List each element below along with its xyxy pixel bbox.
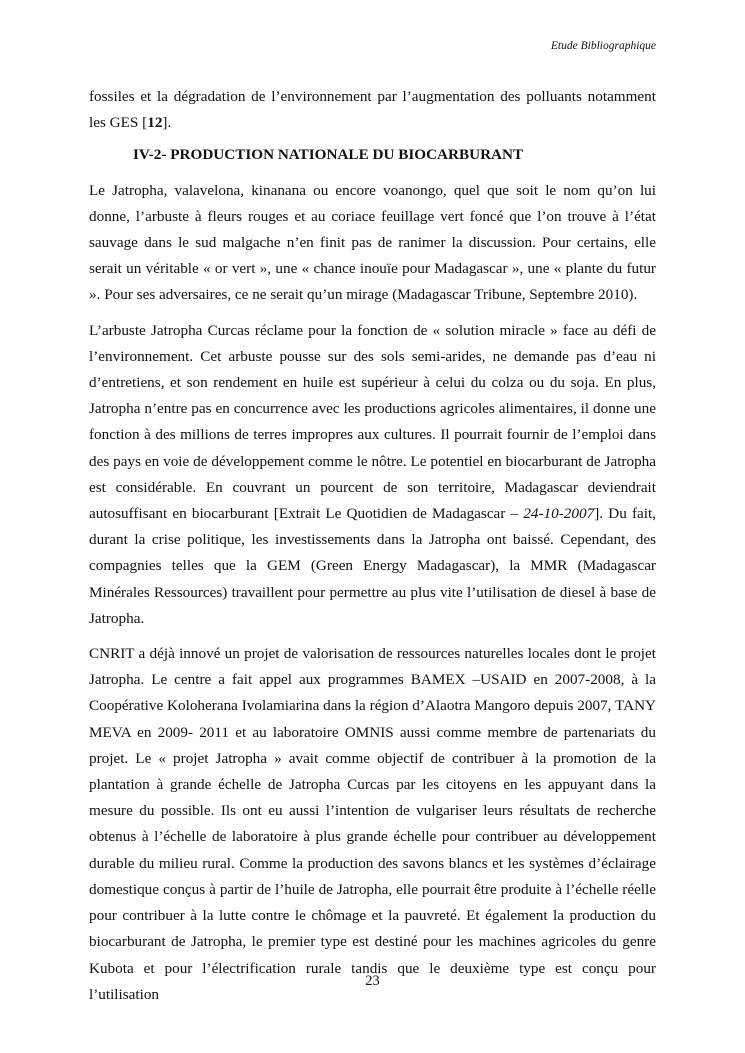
page-number: 23 xyxy=(365,973,380,989)
section-heading: IV-2- PRODUCTION NATIONALE DU BIOCARBURANT xyxy=(133,146,524,164)
paragraph-continuation xyxy=(89,84,656,136)
citation-date: 24-10-2007 xyxy=(523,505,595,523)
paragraph-continuation-end: ]. xyxy=(162,114,172,132)
paragraph-jatropha-curcas-end: ]. Du fait, durant la crise politique, les investissements dans la Jatropha ont baissé. Cependant, des compagnies telles que la GEM (Green Energy Madagascar), la MMR (Madagascar Minérales Ressources) travaillent pour permettre au plus vite l’utilisation de diesel à base de Jatropha. xyxy=(89,505,656,627)
reference-number: 12 xyxy=(147,114,163,132)
paragraph-continuation-text: fossiles et la dégradation de l’environnement par l’augmentation des polluants notamment les GES [ xyxy=(89,88,656,132)
paragraph-cnrit-project: CNRIT a déjà innové un projet de valorisation de ressources naturelles locales dont le projet Jatropha. Le centre a fait appel aux programmes BAMEX –USAID en 2007-2008, à la Coopérative Koloherana Ivolamiarina dans la région d’Alaotra Mangoro depuis 2007, TANY MEVA en 2009- 2011 et au laboratoire OMNIS aussi comme membre de partenariats du projet. Le « projet Jatropha » avait comme objectif de contribuer à la promotion de la plantation à grande échelle de Jatropha Curcas par les citoyens en les appuyant dans la mesure du possible. Ils ont eu aussi l’intention de vulgariser leurs résultats de recherche obtenus à l’échelle de laboratoire à plus grande échelle pour contribuer au développement durable du milieu rural. Comme la production des savons blancs et les systèmes d’éclairage domestique conçus à partir de l’huile de Jatropha, elle pourrait être produite à l’échelle réelle pour contribuer à la lutte contre le chômage et la pauvreté. Et également la production du biocarburant de Jatropha, le premier type est destiné pour les machines agricoles du genre Kubota et pour l’électrification rurale tandis que le deuxième type est conçu pour l’utilisation xyxy=(89,645,656,1003)
paragraph-jatropha-curcas xyxy=(89,318,656,632)
body-text xyxy=(89,84,656,1017)
running-header: Etude Bibliographique xyxy=(550,40,656,52)
paragraph-jatropha-curcas-text: L’arbuste Jatropha Curcas réclame pour la fonction de « solution miracle » face au défi de l’environnement. Cet arbuste pousse sur des sols semi-arides, ne demande pas d’eau ni d’entretiens, et son rendement en huile est supérieur à celui du colza ou du soja. En plus, Jatropha n’entre pas en concurrence avec les productions agricoles alimentaires, il donne une fonction à des millions de terres impropres aux cultures. Il pourrait fournir de l’emploi dans des pays en voie de développement comme le nôtre. Le potentiel en biocarburant de Jatropha est considérable. En couvrant un pourcent de son territoire, Madagascar deviendrait autosuffisant en biocarburant [Extrait Le Quotidien de Madagascar – xyxy=(89,321,656,523)
paragraph-jatropha-names: Le Jatropha, valavelona, kinanana ou encore voanongo, quel que soit le nom qu’on lui donne, l’arbuste à fleurs rouges et au coriace feuillage vert foncé que l’on trouve à l’état sauvage dans le sud malgache n’en finit pas de ranimer la discussion. Pour certains, elle serait un véritable « or vert », une « chance inouïe pour Madagascar », une « plante du futur ». Pour ses adversaires, ce ne serait qu’un mirage (Madagascar Tribune, Septembre 2010). xyxy=(89,181,656,304)
